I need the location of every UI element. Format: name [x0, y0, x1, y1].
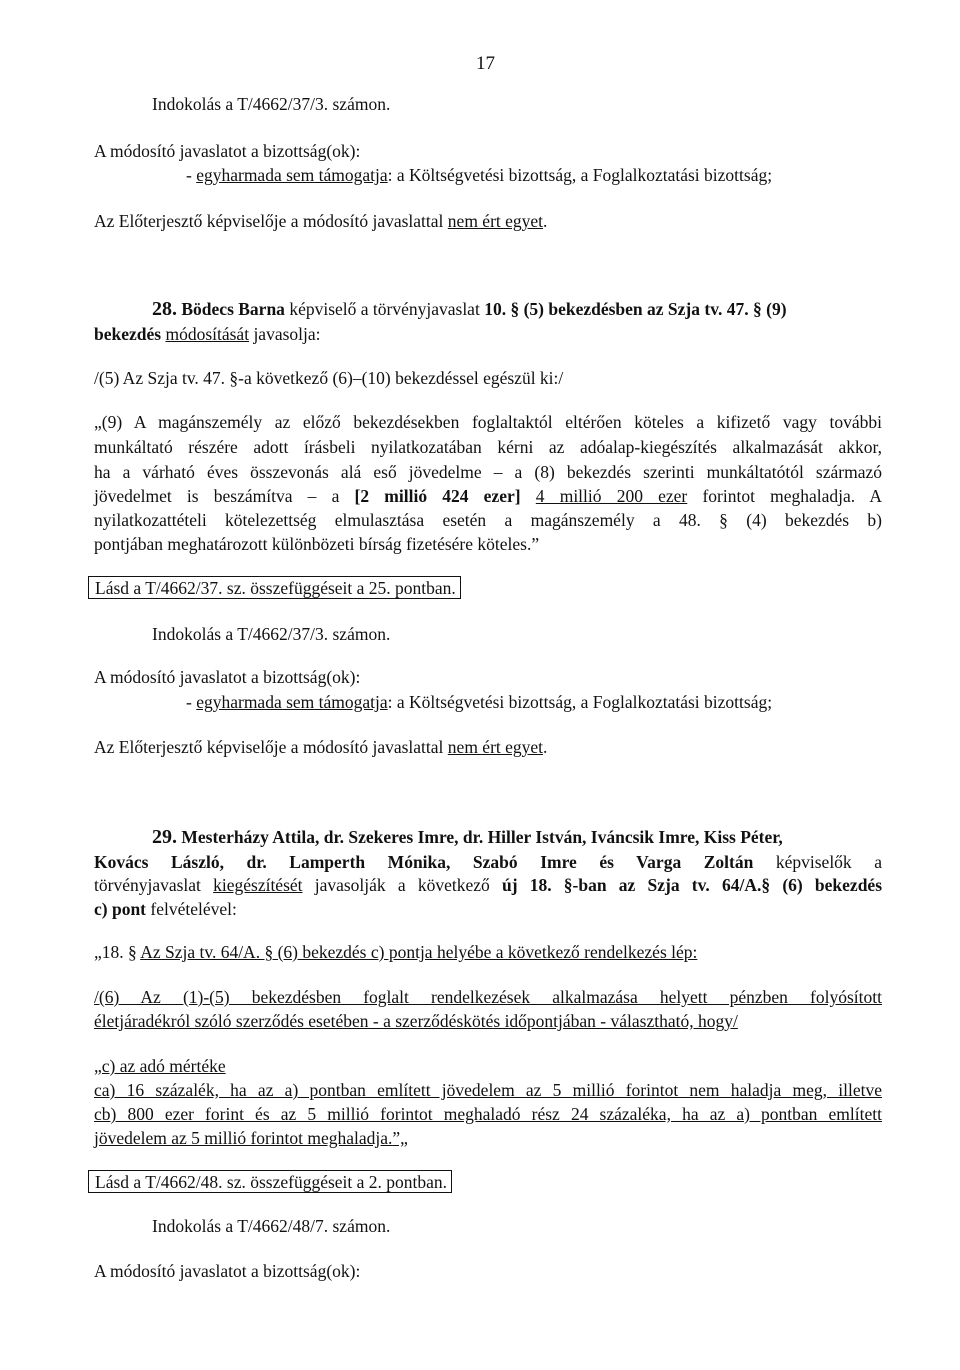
amendment-28-header: 28. Bödecs Barna képviselő a törvényjavaslat 10. § (5) bekezdésben az Szja tv. 47. § (9): [152, 298, 787, 320]
new-amount: 4 millió 200 ezer: [535, 486, 688, 506]
see-also-box: Lásd a T/4662/48. sz. összefüggéseit a 2. pontban.: [88, 1170, 452, 1194]
justification-ref: Indokolás a T/4662/37/3. számon.: [152, 94, 391, 114]
quoted-text: /(6) Az (1)-(5) bekezdésben foglalt rendelkezések alkalmazása helyett pénzben folyósított: [94, 987, 882, 1007]
committee-opinion: - egyharmada sem támogatja: a Költségvetési bizottság, a Foglalkoztatási bizottság;: [186, 692, 773, 712]
amendment-ref: új 18. §-ban az Szja tv. 64/A.§ (6) bekezdés: [501, 875, 883, 895]
quoted-text: életjáradékról szóló szerződés esetében - a szerződéskötés időpontjában - választható, hogy/: [94, 1011, 738, 1031]
committee-heading: A módosító javaslatot a bizottság(ok):: [94, 667, 361, 687]
amendment-author: Bödecs Barna: [177, 299, 285, 319]
disagree-status: nem ért egyet: [447, 737, 544, 757]
justification-ref: Indokolás a T/4662/48/7. számon.: [152, 1216, 391, 1236]
modification-term: módosítását: [165, 324, 250, 344]
quoted-text: jövedelem az 5 millió forintot meghaladja.”„: [94, 1128, 408, 1148]
supplement-term: kiegészítését: [213, 875, 303, 895]
paragraph-line: nyilatkozattételi kötelezettség elmulasztása esetén a magánszemély a 48. § (4) bekezdés b): [94, 510, 882, 530]
paragraph-line: jövedelmet is beszámítva – a [2 millió 424 ezer] 4 millió 200 ezer forintot meghaladja. A: [94, 486, 882, 506]
amendment-number: 29.: [152, 826, 177, 848]
amendment-ref: 10. § (5) bekezdésben az Szja tv. 47. § (9): [484, 299, 787, 319]
committee-heading: A módosító javaslatot a bizottság(ok):: [94, 1261, 361, 1281]
struck-amount: [2 millió 424 ezer]: [354, 486, 521, 506]
amendment-number: 28.: [152, 298, 177, 320]
amendment-29-header-line3: törvényjavaslat kiegészítését javasolják a következő új 18. §-ban az Szja tv. 64/A.§ (6) bekezdés: [94, 875, 883, 895]
quoted-text: ca) 16 százalék, ha az a) pontban említett jövedelem az 5 millió forintot nem haladja meg, illetve: [94, 1080, 882, 1100]
committee-opinion: - egyharmada sem támogatja: a Költségvetési bizottság, a Foglalkoztatási bizottság;: [186, 165, 773, 185]
paragraph-line: munkáltató részére adott írásbeli nyilatkozatában kérni az adóalap-kiegészítés alkalmazását akkor,: [94, 437, 882, 457]
amendment-authors: Kovács László, dr. Lamperth Mónika, Szabó Imre és Varga Zoltán: [94, 852, 754, 872]
quoted-text: „c) az adó mértéke: [94, 1056, 226, 1076]
presenter-opinion: Az Előterjesztő képviselője a módosító javaslattal nem ért egyet.: [94, 737, 548, 757]
support-status: egyharmada sem támogatja: [196, 165, 388, 185]
support-status: egyharmada sem támogatja: [196, 692, 388, 712]
amendment-29-header-line4: c) pont felvételével:: [94, 899, 237, 919]
amendment-29-header: [152, 825, 783, 849]
amendment-authors: Mesterházy Attila, dr. Szekeres Imre, dr. Hiller István, Iváncsik Imre, Kiss Péter,: [177, 827, 783, 847]
page-number: 17: [476, 53, 495, 74]
amendment-29-header-line2: Kovács László, dr. Lamperth Mónika, Szabó Imre és Varga Zoltán képviselők a: [94, 852, 882, 872]
disagree-status: nem ért egyet: [447, 211, 544, 231]
amendment-28-intro: /(5) Az Szja tv. 47. §-a következő (6)–(10) bekezdéssel egészül ki:/: [94, 368, 564, 388]
paragraph-line: „(9) A magánszemély az előző bekezdésekben foglaltaktól eltérően köteles a kifizető vagy további: [94, 412, 882, 432]
presenter-opinion: Az Előterjesztő képviselője a módosító javaslattal nem ért egyet.: [94, 211, 548, 231]
paragraph-line: ha a várható éves összevonás alá eső jövedelme – a (8) bekezdés szerinti munkáltatótól származó: [94, 462, 882, 482]
quoted-text: cb) 800 ezer forint és az 5 millió forintot meghaladó rész 24 százaléka, ha az a) pontban említett: [94, 1104, 882, 1124]
committee-heading: A módosító javaslatot a bizottság(ok):: [94, 141, 361, 161]
amendment-28-header-line2: bekezdés módosítását javasolja:: [94, 324, 321, 344]
justification-ref: Indokolás a T/4662/37/3. számon.: [152, 624, 391, 644]
quoted-text: „18. § Az Szja tv. 64/A. § (6) bekezdés c) pontja helyébe a következő rendelkezés lép:: [94, 942, 698, 962]
paragraph-line: pontjában meghatározott különbözeti bírság fizetésére köteles.”: [94, 534, 540, 554]
see-also-box: Lásd a T/4662/37. sz. összefüggéseit a 25. pontban.: [88, 576, 461, 600]
